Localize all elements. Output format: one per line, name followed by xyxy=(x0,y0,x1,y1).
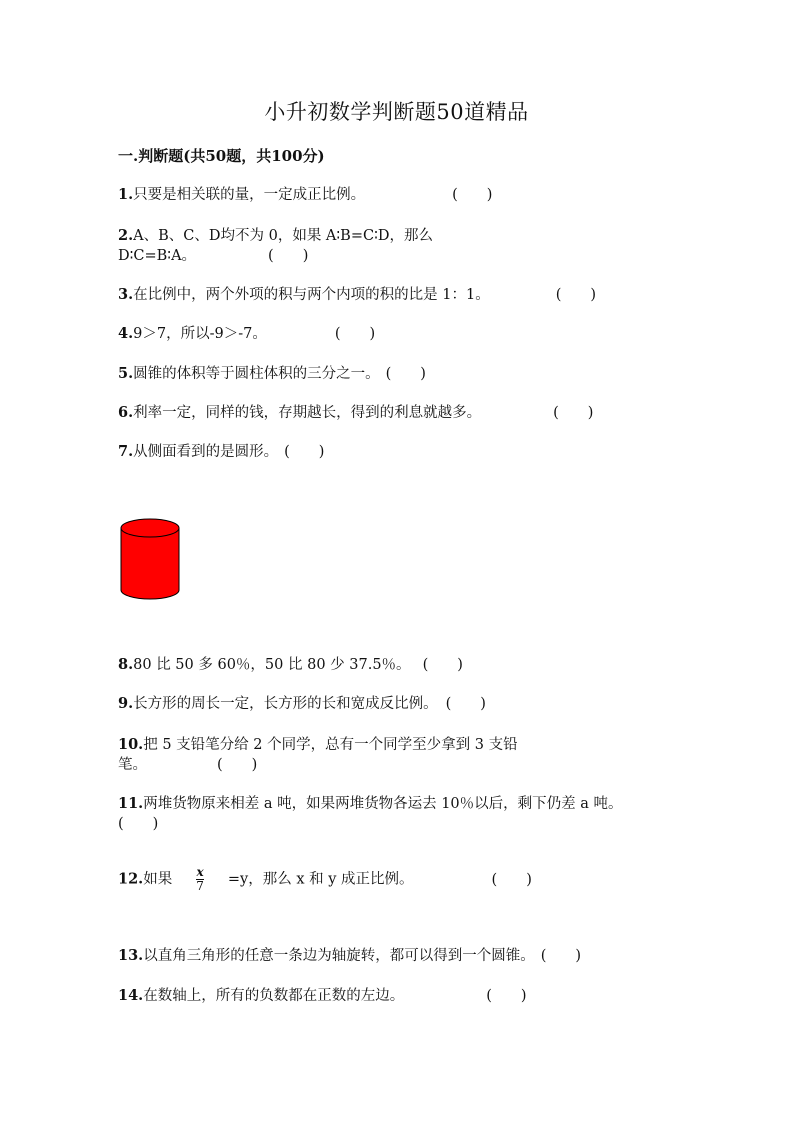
question-text: 9＞7，所以-9＞-7。 xyxy=(133,326,267,342)
answer-parentheses[interactable]: ( ) xyxy=(553,405,594,421)
answer-parentheses[interactable]: ( ) xyxy=(491,871,532,888)
answer-parentheses[interactable]: ( ) xyxy=(540,948,582,964)
question-number: 4. xyxy=(118,325,134,342)
question-number: 14. xyxy=(118,987,144,1004)
question-6 xyxy=(118,403,593,423)
question-text: 只要是相关联的量，一定成正比例。 xyxy=(133,187,366,203)
question-4 xyxy=(118,324,375,344)
question-text-line2: 笔。 xyxy=(118,757,147,773)
answer-parentheses[interactable]: ( ) xyxy=(334,326,376,342)
answer-parentheses[interactable]: ( ) xyxy=(422,657,463,673)
question-number: 3. xyxy=(118,286,134,303)
question-number: 6. xyxy=(118,404,134,421)
question-2 xyxy=(118,226,433,266)
question-13 xyxy=(118,946,581,966)
question-1 xyxy=(118,185,492,205)
answer-parentheses[interactable]: ( ) xyxy=(385,366,426,382)
question-text-line1: 把 5 支铅笔分给 2 个同学，总有一个同学至少拿到 3 支铅 xyxy=(143,737,518,753)
question-number: 2. xyxy=(118,227,134,244)
page-title: 小升初数学判断题50道精品 xyxy=(264,100,529,124)
answer-parentheses[interactable]: ( ) xyxy=(486,988,527,1004)
question-7 xyxy=(118,442,324,462)
question-number: 13. xyxy=(118,947,144,964)
section-heading: 一.判断题(共50题，共100分) xyxy=(118,147,325,165)
answer-parentheses[interactable]: ( ) xyxy=(452,187,493,203)
answer-parentheses[interactable]: ( ) xyxy=(445,696,486,712)
question-12 xyxy=(118,866,532,893)
question-number: 5. xyxy=(118,365,134,382)
question-text: 在数轴上，所有的负数都在正数的左边。 xyxy=(143,988,405,1004)
question-9 xyxy=(118,694,486,714)
question-number: 7. xyxy=(118,443,134,460)
answer-parentheses[interactable]: ( ) xyxy=(118,816,159,832)
question-text: 80 比 50 多 60％，50 比 80 少 37.5％。 xyxy=(133,657,411,673)
question-text: 在比例中，两个外项的积与两个内项的积的比是 1：1。 xyxy=(133,287,490,303)
question-text: 圆锥的体积等于圆柱体积的三分之一。 xyxy=(133,366,380,382)
question-text-line1: 两堆货物原来相差 a 吨，如果两堆货物各运去 10％以后，剩下仍差 a 吨。 xyxy=(143,796,623,812)
fraction-x-over-7: $\frac{x}{7}$ xyxy=(196,865,204,893)
question-number: 9. xyxy=(118,695,134,712)
answer-parentheses[interactable]: ( ) xyxy=(268,248,309,264)
answer-parentheses[interactable]: ( ) xyxy=(555,287,597,303)
question-text-post: =y，那么 x 和 y 成正比例。 xyxy=(227,871,414,888)
question-number: 10. xyxy=(118,736,144,753)
question-number: 12. xyxy=(118,870,144,888)
answer-parentheses[interactable]: ( ) xyxy=(284,444,325,460)
question-text-line2: D∶C=B∶A。 xyxy=(118,248,197,264)
question-10 xyxy=(118,735,518,775)
question-5 xyxy=(118,364,426,384)
cylinder-figure xyxy=(118,516,182,606)
question-text-line1: A、B、C、D均不为 0，如果 A∶B=C∶D，那么 xyxy=(133,228,433,244)
question-number: 8. xyxy=(118,656,134,673)
question-text: 从侧面看到的是圆形。 xyxy=(133,444,279,460)
question-number: 11. xyxy=(118,795,144,812)
question-11 xyxy=(118,794,623,834)
question-3 xyxy=(118,285,596,305)
question-text: 以直角三角形的任意一条边为轴旋转，都可以得到一个圆锥。 xyxy=(143,948,535,964)
question-14 xyxy=(118,986,527,1006)
question-text-pre: 如果 xyxy=(143,871,173,888)
answer-parentheses[interactable]: ( ) xyxy=(217,757,258,773)
question-text: 利率一定，同样的钱，存期越长，得到的利息就越多。 xyxy=(133,405,482,421)
question-text: 长方形的周长一定，长方形的长和宽成反比例。 xyxy=(133,696,438,712)
question-8 xyxy=(118,655,463,675)
question-number: 1. xyxy=(118,186,134,203)
